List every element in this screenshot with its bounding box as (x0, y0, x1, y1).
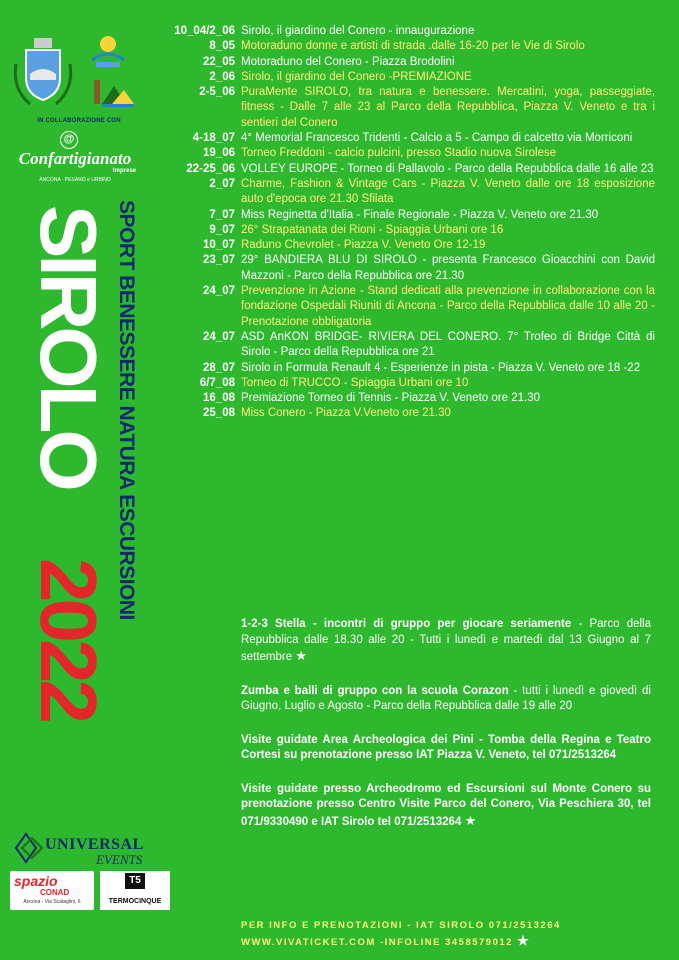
termocinque-label: TERMOCINQUE (108, 898, 162, 905)
star-icon: ★ (517, 933, 531, 948)
event-date: 22_05 (203, 55, 235, 68)
activity-item (241, 733, 651, 764)
event-row (150, 39, 655, 54)
event-description: 4° Memorial Francesco Tridenti - Calcio a 5 - Campo di calcetto via Morriconi (241, 132, 633, 145)
event-row (150, 253, 655, 284)
event-date: 10_07 (203, 239, 235, 252)
event-description: Sirolo, il giardino del Conero - innaugurazione (241, 25, 475, 37)
event-description: Motoraduno donne e artisti di strada .dalle 16-20 per le Vie di Sirolo (241, 40, 585, 53)
event-date: 2_06 (209, 70, 235, 83)
event-date: 28_07 (203, 361, 235, 374)
event-row (150, 55, 655, 70)
confartigianato-sub: Imprese (112, 168, 136, 174)
activity-item (241, 617, 651, 666)
event-description: Sirolo, il giardino del Conero -PREMIAZIONE (241, 70, 472, 83)
event-date: 10_04/2_06 (174, 25, 235, 37)
star-icon: ★ (295, 648, 307, 663)
event-date: 9_07 (209, 223, 235, 236)
year-vertical-title: 2022 (24, 558, 113, 720)
event-row (150, 162, 655, 177)
event-row (150, 146, 655, 161)
activity-title: Visite guidate presso Archeodromo ed Escursioni sul Monte Conero su prenotazione presso Centro Visite Parco del Conero, Via Peschiera 30, tel 071/9330490 e IAT Sirolo tel 071/2513264 (241, 782, 651, 828)
event-description: Premiazione Torneo di Tennis - Piazza V. Veneto ore 21.30 (241, 392, 540, 405)
event-row (150, 177, 655, 208)
t5-icon: T5 (125, 873, 145, 889)
termocinque-logo (100, 871, 170, 910)
event-description: Torneo Freddoni - calcio pulcini, presso Stadio nuova Sirolese (241, 147, 557, 160)
event-row (150, 376, 655, 391)
event-row (150, 208, 655, 223)
event-date: 24_07 (203, 285, 235, 298)
event-description: ASD AnKON BRIDGE- RIVIERA DEL CONERO. 7° Trofeo di Bridge Città di Sirolo - Parco della Repubblica ore 21 (241, 330, 655, 359)
event-description: VOLLEY EUROPE - Torneo di Pallavolo - Parco della Repubblica dalle 16 alle 23 (241, 162, 654, 175)
spazio-title: spazio (14, 873, 58, 889)
event-row (150, 406, 655, 421)
sirolo-town-logo (88, 30, 128, 70)
conero-hills-logo (92, 76, 136, 110)
event-date: 4-18_07 (192, 132, 235, 145)
event-description: Prevenzione in Azione - Stand dedicati alla prevenzione in collaborazione con la fondazione Ospedali Riuniti di Ancona - Parco della Repubblica dalle 10 alle 20 - Prenotazione obbligatoria (241, 285, 655, 328)
recurring-activities (241, 617, 651, 848)
event-description: Motoraduno del Conero - Piazza Brodolini (241, 55, 455, 68)
event-description: Miss Conero - Piazza V.Veneto ore 21.30 (241, 407, 451, 420)
event-date: 8_05 (209, 40, 235, 53)
event-row (150, 330, 655, 361)
universal-events-logo: UNIVERSAL (45, 836, 144, 853)
event-row (150, 238, 655, 253)
event-date: 2-5_06 (199, 86, 235, 99)
ticket-line (241, 933, 661, 950)
sirolo-crest-logo (10, 34, 76, 112)
ticket-line-text: WWW.VIVATICKET.COM -INFOLINE 3458579012 (241, 937, 513, 948)
event-date: 16_08 (203, 392, 235, 405)
event-description: 29° BANDIERA BLU DI SIROLO - presenta Francesco Gioacchini con David Mazzoni - Parco della Repubblica ore 21.30 (241, 254, 655, 282)
info-footer (241, 918, 661, 950)
activity-details: - Parco della Repubblica dalle 18.30 alle 20 - Tutti i lunedì e martedì dal 13 Giugno al 7 settembre (241, 618, 651, 663)
event-row (150, 70, 655, 85)
activity-title: 1-2-3 Stella - incontri di gruppo per giocare seriamente (241, 618, 572, 630)
events-list (150, 24, 655, 422)
at-icon: @ (60, 131, 78, 149)
event-description: PuraMente SIROLO, tra natura e benessere. Mercatini, yoga, passeggiate, fitness - Dalle 7 alle 23 al Parco della Repubblica, Piazza V. Veneto e tra i sentieri del Conero (241, 86, 655, 129)
event-date: 19_06 (203, 147, 235, 160)
activity-item (241, 684, 651, 715)
event-description: Sirolo in Formula Renault 4 - Esperienze in pista - Piazza V. Veneto ore 18 -22 (241, 361, 641, 374)
event-row (150, 391, 655, 406)
event-description: Miss Reginetta d'Italia - Finale Regionale - Piazza V. Veneto ore 21.30 (241, 208, 599, 221)
collaboration-label: IN COLLABORAZIONE CON (37, 118, 121, 124)
event-date: 6/7_08 (199, 376, 235, 389)
confartigianato-area: ANCONA - PESARO e URBINO (39, 177, 111, 183)
event-description: Charme, Fashion & Vintage Cars - Piazza V. Veneto dalle ore 18 esposizione auto d'epoca ore 21.30 Sfilata (241, 177, 655, 206)
event-row (150, 361, 655, 376)
event-row (150, 131, 655, 146)
activity-item (241, 782, 651, 831)
event-row (150, 85, 655, 131)
star-icon: ★ (464, 812, 477, 828)
spazio-address: Ancona - Via Scataglini, 6 (23, 899, 81, 905)
event-date: 23_07 (203, 254, 235, 267)
event-date: 7_07 (209, 208, 235, 221)
event-date: 22-25_06 (186, 162, 235, 175)
conad-badge: CONAD (40, 888, 70, 897)
event-row (150, 24, 655, 39)
confartigianato-logo: Confartigianato (18, 149, 132, 168)
event-description: Raduno Chevrolet - Piazza V. Veneto Ore 12-19 (241, 239, 486, 252)
event-date: 2_07 (209, 177, 235, 190)
event-row (150, 223, 655, 238)
activity-title: Visite guidate Area Archeologica dei Pini - Tomba della Regina e Teatro Cortesi su prenotazione presso IAT Piazza V. Veneto, tel 071/2513264 (241, 733, 651, 761)
event-date: 25_08 (203, 407, 235, 420)
event-description: 26° Strapatanata dei Rioni - Spiaggia Urbani ore 16 (241, 223, 504, 236)
event-date: 24_07 (203, 330, 235, 343)
sirolo-vertical-title: SIROLO (24, 205, 113, 488)
activity-details: - tutti i lunedì e giovedì di Giugno, Luglio e Agosto - Parco della Repubblica dalle 19 alle 20 (241, 684, 651, 712)
universal-events-sub: EVENTS (96, 852, 143, 867)
tagline-vertical: SPORT BENESSERE NATURA ESCURSIONI (115, 200, 138, 620)
spazio-conad-logo (10, 871, 94, 910)
activity-title: Zumba e balli di gruppo con la scuola Corazon (241, 684, 509, 697)
event-row (150, 284, 655, 330)
event-description: Torneo di TRUCCO - Spiaggia Urbani ore 10 (241, 376, 469, 389)
info-line: PER INFO E PRENOTAZIONI - IAT SIROLO 071/2513264 (241, 920, 561, 931)
